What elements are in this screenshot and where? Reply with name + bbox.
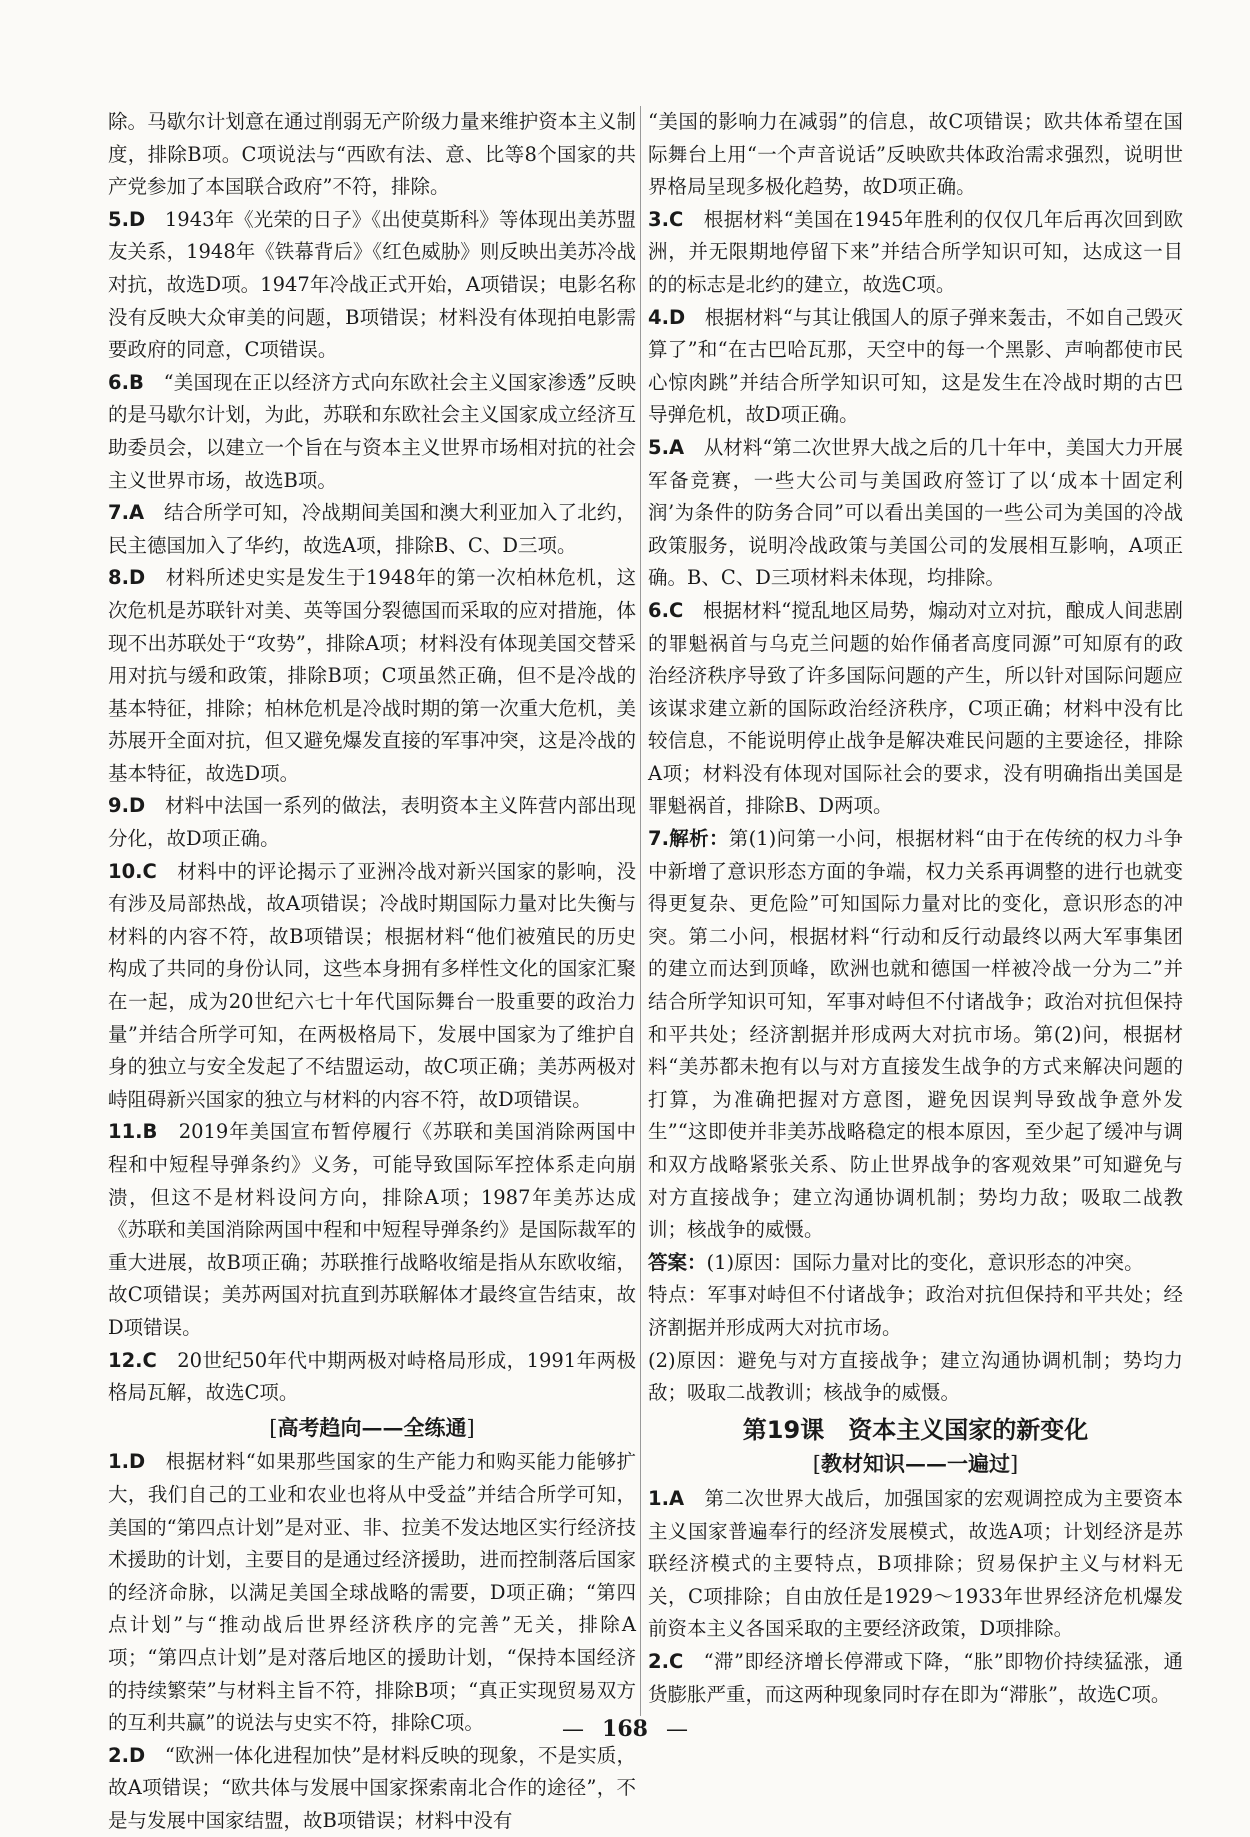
item-text: “欧洲一体化进程加快”是材料反映的现象，不是实质，故A项错误；“欧共体与发展中国家探索南北合作的途径”，不是与发展中国家结盟，故B项错误；材料中没有: [108, 1743, 636, 1832]
item-number: 8.D: [108, 566, 146, 590]
item-number: 11.B: [108, 1120, 158, 1144]
section-header-text: 高考趋向——全练通: [277, 1414, 467, 1440]
answer-item: [108, 1740, 636, 1837]
item-number: 2.D: [108, 1743, 146, 1767]
item-text: 根据材料“美国在1945年胜利的仅仅几年后再次回到欧洲，并无限期地停留下来”并结合所学知识可知，达成这一目的的标志是北约的建立，故选C项。: [648, 207, 1183, 296]
item-number: 10.C: [108, 859, 157, 883]
item-text: 材料中的评论揭示了亚洲冷战对新兴国家的影响，没有涉及局部热战，故A项错误；冷战时期国际力量对比失衡与材料的内容不符，故B项错误；根据材料“他们被殖民的历史构成了共同的身份认同，这些本身拥有多样性文化的国家汇聚在一起，成为20世纪六七十年代国际舞台一股重要的政治力量”并结合所学可知，在两极格局下，发展中国家为了维护自身的独立与安全发起了不结盟运动，故C项正确；美苏两极对峙阻碍新兴国家的独立与材料的内容不符，故D项错误。: [108, 859, 636, 1111]
answer-item: [108, 856, 636, 1117]
item-text: 根据材料“搅乱地区局势，煽动对立对抗，酿成人间悲剧的罪魁祸首与乌克兰问题的始作俑者高度同源”可知原有的政治经济秩序导致了许多国际问题的产生，所以针对国际问题应该谋求建立新的国际政治经济秩序，C项正确；材料中没有比较信息，不能说明停止战争是解决难民问题的主要途径，排除A项；材料没有体现对国际社会的要求，没有明确指出美国是罪魁祸首，排除B、D两项。: [648, 598, 1183, 818]
item-number: 7.解析：: [648, 827, 729, 851]
answer-line-1: (1)原因：国际力量对比的变化，意识形态的冲突。: [706, 1250, 1144, 1274]
item-number: 6.C: [648, 598, 684, 622]
item-number: 6.B: [108, 370, 144, 394]
item-text: 第二次世界大战后，加强国家的宏观调控成为主要资本主义国家普遍奉行的经济发展模式，故选A项；计划经济是苏联经济模式的主要特点，B项排除；贸易保护主义与材料无关，C项排除；自由放任是1929～1933年世界经济危机爆发前资本主义各国采取的主要经济政策，D项排除。: [648, 1486, 1183, 1641]
item-text: 2019年美国宣布暂停履行《苏联和美国消除两国中程和中短程导弹条约》义务，可能导致国际军控体系走向崩溃，但这不是材料设问方向，排除A项；1987年美苏达成《苏联和美国消除两国中程和中短程导弹条约》是国际裁军的重大进展，故B项正确；苏联推行战略收缩是指从东欧收缩，故C项错误；美苏两国对抗直到苏联解体才最终宣告结束，故D项错误。: [108, 1120, 636, 1339]
item-number: 12.C: [108, 1348, 157, 1372]
answer-line-2: 特点：军事对峙但不付诸战争；政治对抗但保持和平共处；经济割据并形成两大对抗市场。: [648, 1283, 1183, 1339]
section-header-text: 教材知识——一遍过: [821, 1451, 1010, 1477]
item-number: 9.D: [108, 794, 146, 818]
left-column: [108, 106, 636, 1837]
item-text: “美国现在正以经济方式向东欧社会主义国家渗透”反映的是马歇尔计划，为此，苏联和东欧社会主义国家成立经济互助委员会，以建立一个旨在与资本主义世界市场相对抗的社会主义世界市场，故选B项。: [108, 370, 636, 492]
page-number: — 168 —: [562, 1716, 688, 1742]
item-text: 20世纪50年代中期两极对峙格局形成，1991年两极格局瓦解，故选C项。: [108, 1348, 636, 1405]
item-text: 根据材料“如果那些国家的生产能力和购买能力能够扩大，我们自己的工业和农业也将从中受益”并结合所学可知，美国的“第四点计划”是对亚、非、拉美不发达地区实行经济技术援助的计划，主要目的是通过经济援助，进而控制落后国家的经济命脉，以满足美国全球战略的需要，D项正确；“第四点计划”与“推动战后世界经济秩序的完善”无关，排除A项；“第四点计划”是对落后地区的援助计划，“保持本国经济的持续繁荣”与材料主旨不符，排除B项；“真正实现贸易双方的互利共赢”的说法与史实不符，排除C项。: [108, 1450, 636, 1735]
item-number: 2.C: [648, 1649, 684, 1673]
item-number: 5.D: [108, 207, 146, 231]
continuation-text: 除。马歇尔计划意在通过削弱无产阶级力量来维护资本主义制度，排除B项。C项说法与“西欧有法、意、比等8个国家的共产党参加了本国联合政府”不符，排除。: [108, 110, 636, 199]
answer-item: [648, 1646, 1183, 1711]
answer-item: [108, 367, 636, 497]
item-text: 第(1)问第一小问，根据材料“由于在传统的权力斗争中新增了意识形态方面的争端，权力关系再调整的进行也就变得更复杂、更危险”可知国际力量对比的变化，意识形态的冲突。第二小问，根据材料“行动和反行动最终以两大军事集团的建立而达到顶峰，欧洲也就和德国一样被冷战一分为二”并结合所学知识可知，军事对峙但不付诸战争；政治对抗但保持和平共处；经济割据并形成两大对抗市场。第(2)问，根据材料“美苏都未抱有以与对方直接发生战争的方式来解决问题的打算，为准确把握对方意图，避免因误判导致战争意外发生”“这即使并非美苏战略稳定的根本原因，至少起了缓冲与调和双方战略紧张关系、防止世界战争的客观效果”可知避免与对方直接战争；建立沟通协调机制；势均力敌；吸取二战教训；核战争的威慑。: [648, 827, 1183, 1242]
answer-item: [648, 204, 1183, 302]
answer-item: [648, 595, 1183, 823]
answer-item: [108, 204, 636, 367]
section-header: [教材知识——一遍过]: [812, 1451, 1019, 1477]
page-number-value: 168: [602, 1716, 648, 1742]
answer-item: [108, 1116, 636, 1344]
section-header: [高考趋向——全练通]: [269, 1414, 475, 1440]
item-text: 材料中法国一系列的做法，表明资本主义阵营内部出现分化，故D项正确。: [108, 794, 636, 851]
item-number: 3.C: [648, 207, 684, 231]
item-text: “滞”即经济增长停滞或下降，“胀”即物价持续猛涨，通货膨胀严重，而这两种现象同时存在即为“滞胀”，故选C项。: [648, 1649, 1183, 1706]
column-divider: [640, 106, 641, 1716]
item-number: 5.A: [648, 435, 685, 459]
lesson-title: 第19课 资本主义国家的新变化: [742, 1415, 1089, 1444]
answer-item: [108, 1446, 636, 1739]
answer-line-3: (2)原因：避免与对方直接战争；建立沟通协调机制；势均力敌；吸取二战教训；核战争的威慑。: [648, 1348, 1183, 1405]
right-column: [648, 106, 1183, 1711]
answer-item: [108, 497, 636, 562]
answer-block: [648, 1247, 1183, 1280]
answer-item: [648, 432, 1183, 595]
item-number: 1.A: [648, 1486, 685, 1510]
continuation-text: “美国的影响力在减弱”的信息，故C项错误；欧共体希望在国际舞台上用“一个声音说话”反映欧共体政治需求强烈，说明世界格局呈现多极化趋势，故D项正确。: [648, 110, 1183, 199]
item-text: 根据材料“与其让俄国人的原子弹来轰击，不如自己毁灭算了”和“在古巴哈瓦那，天空中的每一个黑影、声响都使市民心惊肉跳”并结合所学知识可知，这是发生在冷战时期的古巴导弹危机，故D项正确。: [648, 305, 1183, 427]
answer-item: [108, 1345, 636, 1410]
item-text: 从材料“第二次世界大战之后的几十年中，美国大力开展军备竞赛，一些大公司与美国政府签订了以‘成本十固定利润’为条件的防务合同”可以看出美国的一些公司为美国的冷战政策服务，说明冷战政策与美国公司的发展相互影响，A项正确。B、C、D三项材料未体现，均排除。: [648, 435, 1183, 590]
item-text: 结合所学可知，冷战期间美国和澳大利亚加入了北约，民主德国加入了华约，故选A项，排除B、C、D三项。: [108, 501, 636, 557]
answer-item: [108, 562, 636, 790]
item-text: 材料所述史实是发生于1948年的第一次柏林危机，这次危机是苏联针对美、英等国分裂德国而采取的应对措施，体现不出苏联处于“攻势”，排除A项；材料没有体现美国交替采用对抗与缓和政策，排除B项；C项虽然正确，但不是冷战的基本特征，排除；柏林危机是冷战时期的第一次重大危机，美苏展开全面对抗，但又避免爆发直接的军事冲突，这是冷战的基本特征，故选D项。: [108, 566, 636, 785]
item-text: 1943年《光荣的日子》《出使莫斯科》等体现出美苏盟友关系，1948年《铁幕背后》《红色威胁》则反映出美苏冷战对抗，故选D项。1947年冷战正式开始，A项错误；电影名称没有反映大众审美的问题，B项错误；材料没有体现拍电影需要政府的同意，C项错误。: [108, 207, 636, 362]
answer-item: [648, 302, 1183, 432]
answer-item: [108, 790, 636, 855]
answer-item: [648, 823, 1183, 1247]
item-number: 1.D: [108, 1450, 146, 1474]
answer-label: 答案：: [648, 1250, 707, 1274]
item-number: 4.D: [648, 305, 686, 329]
item-number: 7.A: [108, 501, 145, 525]
answer-item: [648, 1483, 1183, 1646]
